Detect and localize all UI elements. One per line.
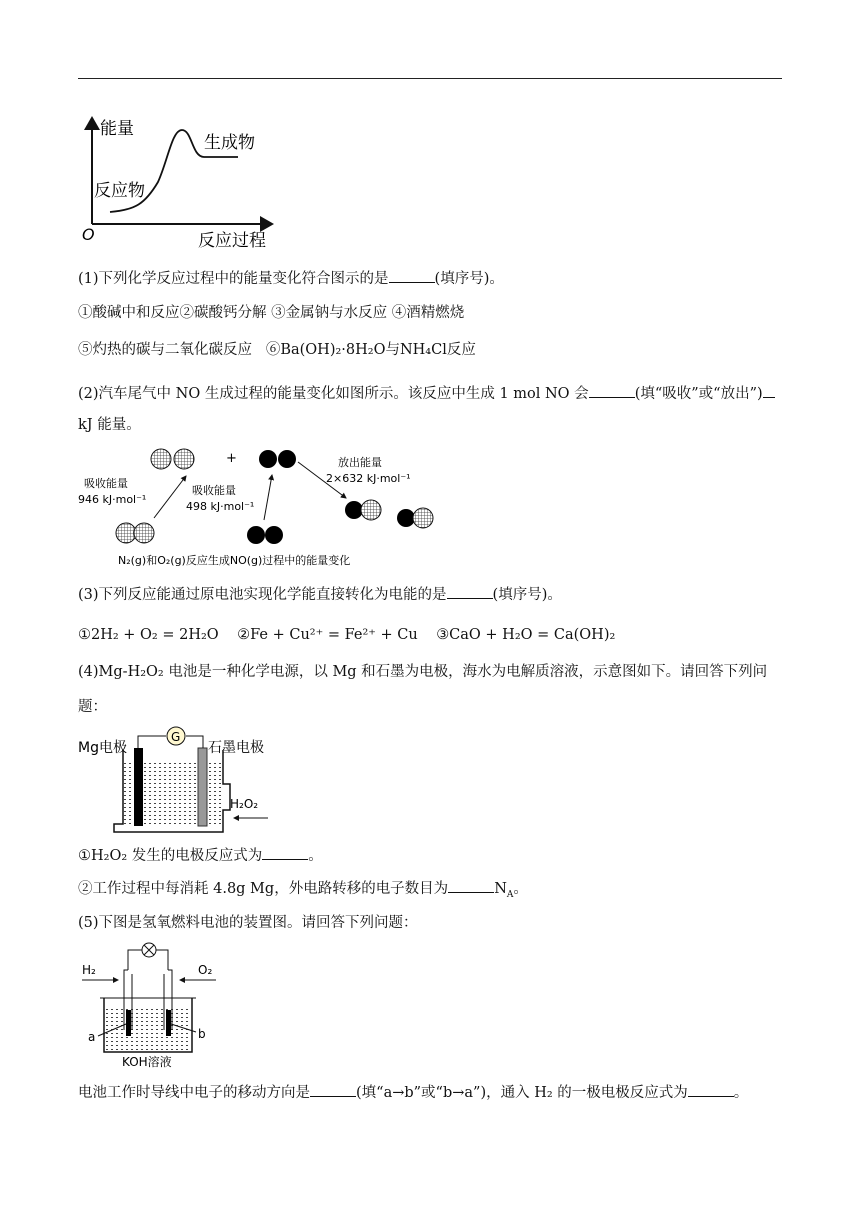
h2o2-label: H₂O₂	[230, 797, 259, 811]
wire	[156, 950, 168, 970]
graphite-electrode	[198, 748, 207, 826]
label-a: a	[88, 1030, 96, 1044]
absorb-value-1: 946 kJ·mol⁻¹	[78, 493, 147, 506]
answer-blank[interactable]	[688, 1082, 734, 1097]
label-b: b	[198, 1027, 206, 1041]
q1-stem: (1)下列化学反应过程中的能量变化符合图示的是 (填序号)。	[78, 268, 504, 289]
q1-options-2: ⑤灼热的碳与二氧化碳反应 ⑥Ba(OH)₂·8H₂O与NH₄Cl反应	[78, 342, 476, 358]
q4-stem: (4)Mg-H₂O₂ 电池是一种化学电源，以 Mg 和石墨为电极，海水为电解质溶液，示意图如下。请回答下列问	[78, 664, 768, 680]
wire	[186, 736, 203, 748]
answer-blank[interactable]	[448, 878, 494, 893]
fuel-cell-diagram	[80, 940, 220, 1070]
n-atom	[134, 523, 154, 543]
graphite-label: 石墨电极	[208, 740, 264, 756]
o-atom	[397, 509, 415, 527]
answer-blank[interactable]	[763, 383, 775, 398]
q3-stem: (3)下列反应能通过原电池实现化学能直接转化为电能的是 (填序号)。	[78, 584, 562, 605]
electrode-b	[166, 1010, 171, 1036]
q5-stem: (5)下图是氢氧燃料电池的装置图。请回答下列问题：	[78, 915, 418, 931]
o-atom	[259, 450, 277, 468]
y-axis-label: 能量	[100, 119, 134, 139]
figure-caption: N₂(g)和O₂(g)反应生成NO(g)过程中的能量变化	[118, 554, 351, 567]
absorb-label-1: 吸收能量	[84, 477, 128, 490]
answer-blank[interactable]	[310, 1082, 356, 1097]
o-atom	[265, 526, 283, 544]
q3-options: ①2H₂ + O₂ = 2H₂O ②Fe + Cu²⁺ = Fe²⁺ + Cu ③CaO + H₂O = Ca(OH)₂	[78, 627, 616, 643]
mg-battery-diagram	[78, 722, 278, 836]
q4-stem-cont: 题：	[78, 699, 107, 715]
koh-solution	[106, 1008, 190, 1050]
arrow-up	[264, 475, 272, 520]
product-label: 生成物	[204, 133, 255, 153]
galvanometer-label: G	[171, 730, 181, 744]
answer-blank[interactable]	[262, 845, 308, 860]
answer-blank[interactable]	[447, 584, 493, 599]
q2-stem-cont: kJ 能量。	[78, 417, 141, 433]
x-axis-label: 反应过程	[198, 231, 266, 251]
o2-label: O₂	[198, 963, 213, 977]
n-atom	[361, 500, 381, 520]
mg-electrode	[134, 748, 143, 826]
release-label: 放出能量	[338, 456, 382, 469]
header-rule	[78, 78, 782, 79]
wire	[138, 736, 166, 748]
o-atom	[247, 526, 265, 544]
wire	[128, 950, 142, 970]
koh-label: KOH溶液	[122, 1055, 172, 1069]
mg-label: Mg电极	[78, 740, 127, 756]
o-atom	[278, 450, 296, 468]
o-atom	[345, 501, 363, 519]
q4-sub2: ②工作过程中每消耗 4.8g Mg，外电路转移的电子数目为 $N_A$。	[78, 878, 528, 905]
h2-label: H₂	[82, 963, 96, 977]
reactant-label: 反应物	[94, 181, 145, 201]
q2-stem: (2)汽车尾气中 NO 生成过程的能量变化如图所示。该反应中生成 1 mol NO 会 (填“吸收”或“放出”)	[78, 383, 775, 404]
release-value: 2×632 kJ·mol⁻¹	[326, 472, 411, 485]
no-energy-diagram	[76, 440, 446, 572]
answer-blank[interactable]	[389, 268, 435, 283]
n-atom	[413, 508, 433, 528]
o-atom	[151, 449, 171, 469]
absorb-value-2: 498 kJ·mol⁻¹	[186, 500, 255, 513]
electrode-a	[126, 1010, 131, 1036]
absorb-label-2: 吸收能量	[192, 484, 236, 497]
n-atom	[174, 449, 194, 469]
q1-options-1: ①酸碱中和反应②碳酸钙分解 ③金属钠与水反应 ④酒精燃烧	[78, 305, 465, 321]
n-atom	[116, 523, 136, 543]
q5-question: 电池工作时导线中电子的移动方向是 (填“a→b”或“b→a”)，通入 H₂ 的一极电极反应式为 。	[78, 1082, 748, 1103]
energy-diagram	[80, 112, 280, 254]
q4-sub1: ①H₂O₂ 发生的电极反应式为 。	[78, 845, 323, 866]
answer-blank[interactable]	[589, 383, 635, 398]
arrow-up	[154, 476, 186, 518]
origin-label: O	[82, 225, 95, 244]
plus-sign: +	[226, 451, 237, 466]
